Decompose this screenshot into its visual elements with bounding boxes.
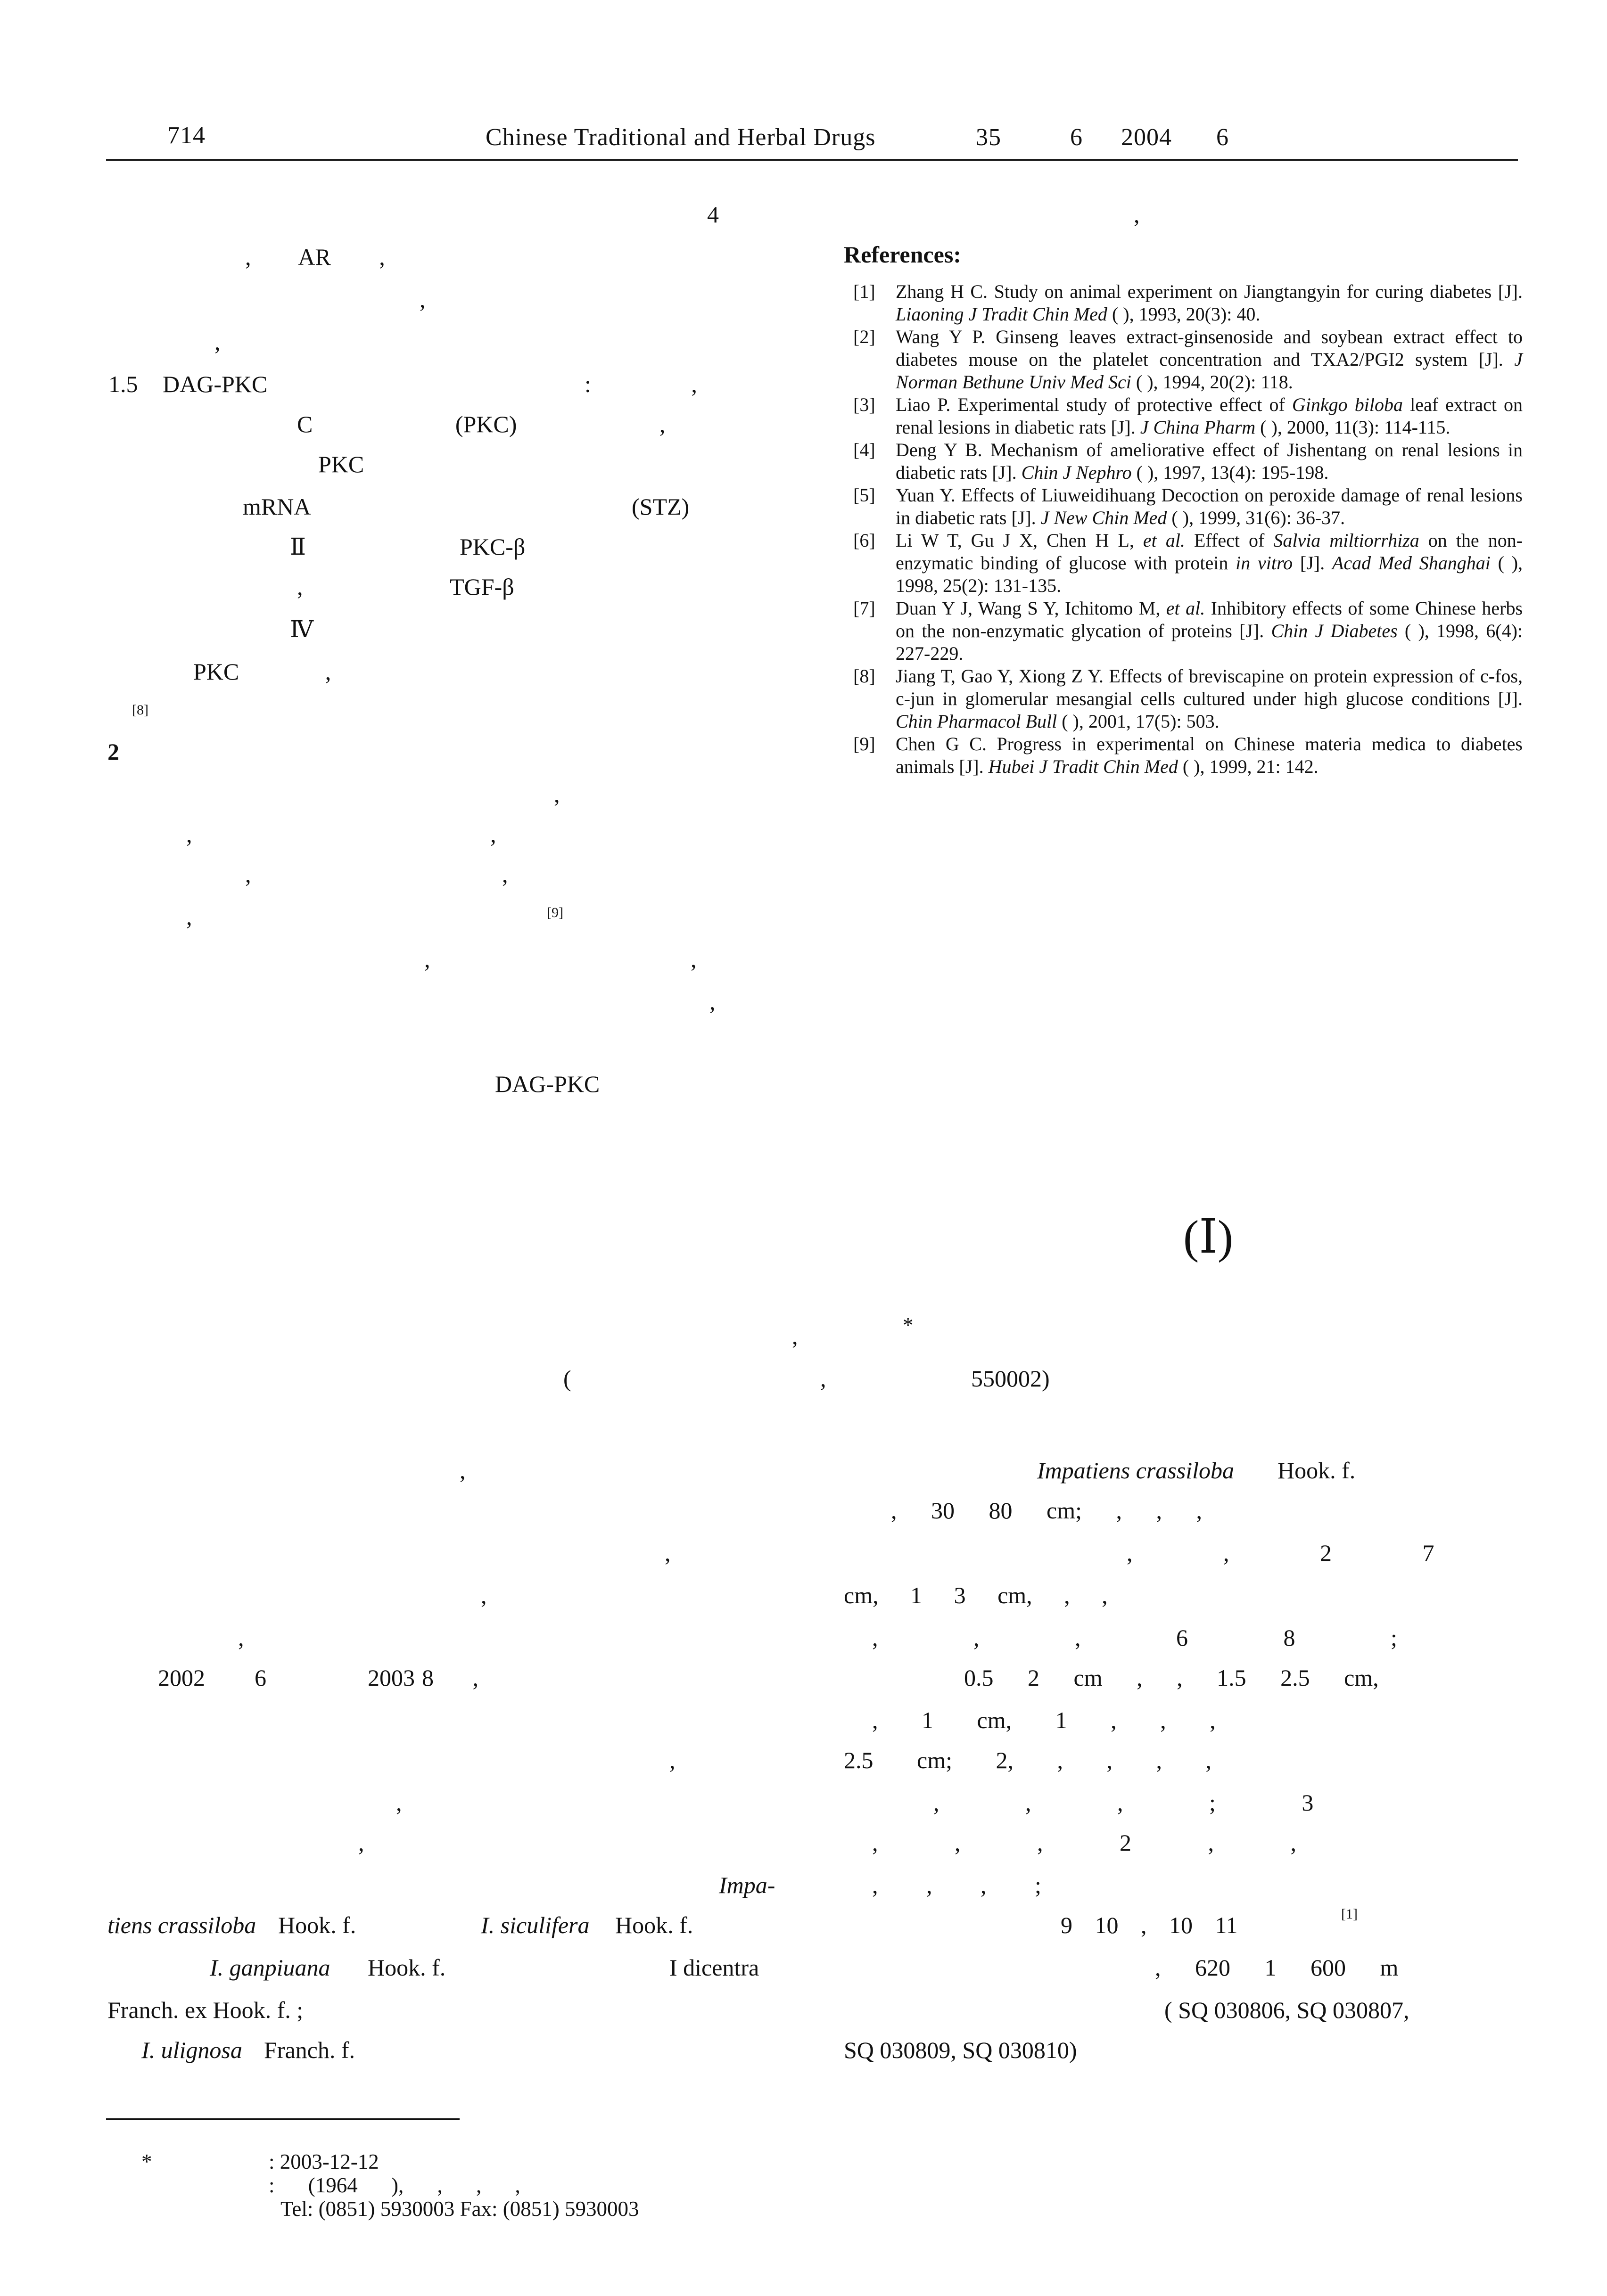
footnote-rule <box>106 2118 460 2120</box>
text-fragment: Ⅳ <box>290 616 313 642</box>
species-name: Impa- <box>719 1872 775 1898</box>
text-fragment: , <box>396 1789 402 1816</box>
text-fragment: , , <box>186 821 496 847</box>
reference-item: [2] Wang Y P. Ginseng leaves extract-ginsenoside and soybean extract effect to diabetes mouse on the platelet concentration and TXA2/PGI2 system [J]. J Norman Bethune Univ Med Sci ( ), 1994, 20(2): 118. <box>853 326 1523 393</box>
text-fragment: , <box>481 1582 487 1608</box>
species-author: Hook. f. <box>278 1912 356 1938</box>
text-fragment: , , , ; 3 <box>933 1789 1314 1816</box>
page-number: 714 <box>167 122 206 149</box>
text-fragment: , , 2 7 <box>1127 1540 1434 1566</box>
journal-title: Chinese Traditional and Herbal Drugs <box>486 124 876 151</box>
citation: [8] <box>132 702 148 718</box>
references-list <box>844 280 1523 778</box>
affiliation-open: ( <box>563 1365 571 1392</box>
text-fragment: , AR , <box>245 244 385 270</box>
species-author: Franch. ex Hook. f. ; <box>107 1997 304 2023</box>
text-fragment: PKC <box>318 451 364 477</box>
text-fragment: mRNA <box>243 493 311 520</box>
species-name: Impatiens crassiloba <box>1037 1457 1235 1484</box>
section-heading: 2 <box>107 738 119 765</box>
date-fragment: 2002 <box>158 1665 205 1691</box>
species-name: I. ganpiuana <box>210 1954 330 1981</box>
text-fragment: PKC , <box>193 658 331 685</box>
species-name: I. siculifera <box>481 1912 590 1938</box>
text-fragment: , <box>420 286 426 312</box>
text-fragment: cm, 1 3 cm, , , <box>844 1582 1108 1608</box>
footnote-received: : 2003-12-12 <box>269 2150 379 2173</box>
species-name: tiens crassiloba <box>107 1912 256 1938</box>
text-fragment: , <box>460 1457 466 1484</box>
text-fragment: , <box>358 1829 364 1856</box>
journal-year: 2004 <box>1121 124 1172 151</box>
text-fragment: C (PKC) , <box>297 411 666 437</box>
text-fragment: (STZ) <box>632 493 690 520</box>
text-fragment: Ⅱ <box>290 533 306 560</box>
text-fragment: , <box>1134 201 1140 228</box>
journal-volume: 35 <box>976 124 1001 151</box>
text-fragment: , <box>214 328 221 355</box>
species-author: Franch. f. <box>264 2037 355 2063</box>
footnote-author: : (1964 ), , , , <box>269 2173 520 2197</box>
author-comma: , <box>792 1323 798 1349</box>
species-name: I. ulignosa <box>141 2037 242 2063</box>
text-fragment: 0.5 2 cm , , 1.5 2.5 cm, <box>964 1665 1379 1691</box>
references-heading: References: <box>844 241 961 268</box>
reference-item: [7] Duan Y J, Wang S Y, Ichitomo M, et al. Inhibitory effects of some Chinese herbs on the non-enzymatic glycation of proteins [J]. Chin J Diabetes ( ), 1998, 6(4): 227-229. <box>853 598 1523 664</box>
species-author: Hook. f. <box>615 1912 693 1938</box>
reference-item: [4] Deng Y B. Mechanism of ameliorative effect of Jishentang on renal lesions in diabetic rats [J]. Chin J Nephro ( ), 1997, 13(4): 195-198. <box>853 439 1523 483</box>
header-rule <box>106 159 1518 161</box>
text-fragment: , , <box>245 861 508 887</box>
footnote-star: * <box>141 2150 152 2173</box>
affiliation-postcode: 550002) <box>971 1365 1050 1392</box>
date-fragment: 2003 <box>368 1665 415 1691</box>
reference-item: [6] Li W T, Gu J X, Chen H L, et al. Effect of Salvia miltiorrhiza on the non-enzymatic binding of glucose with protein in vitro [J]. Acad Med Shanghai ( ), 1998, 25(2): 131-135. <box>853 530 1523 596</box>
citation: [1] <box>1341 1906 1358 1922</box>
section-heading: 1.5 DAG-PKC <box>108 371 268 397</box>
text-fragment: PKC-β <box>460 533 526 560</box>
journal-issue: 6 <box>1070 124 1083 151</box>
text-fragment: 2.5 cm; 2, , , , , <box>844 1747 1211 1773</box>
text-fragment: , , , 2 , , <box>872 1829 1296 1856</box>
species-author: Hook. f. <box>1277 1457 1356 1484</box>
text-fragment: 4 <box>707 201 719 228</box>
date-fragment: 8 , <box>422 1665 478 1691</box>
date-fragment: 6 <box>255 1665 266 1691</box>
text-fragment: , TGF-β <box>297 574 514 600</box>
journal-month: 6 <box>1216 124 1229 151</box>
species-name: I dicentra <box>669 1954 759 1981</box>
text-fragment: , , <box>424 946 697 972</box>
reference-item: [1] Zhang H C. Study on animal experiment on Jiangtangyin for curing diabetes [J]. Liaoning J Tradit Chin Med ( ), 1993, 20(3): 40. <box>853 281 1523 325</box>
text-fragment: DAG-PKC <box>495 1071 600 1097</box>
text-fragment: , 30 80 cm; , , , <box>891 1497 1202 1524</box>
text-fragment: , , , ; <box>872 1872 1041 1898</box>
author-asterisk: * <box>903 1313 914 1337</box>
text-fragment: , <box>186 903 192 930</box>
text-fragment: , <box>665 1540 671 1566</box>
reference-item: [9] Chen G C. Progress in experimental on Chinese materia medica to diabetes animals [J]. Hubei J Tradit Chin Med ( ), 1999, 21: 142. <box>853 733 1523 777</box>
text-fragment: , <box>669 1747 676 1773</box>
text-fragment: , 1 cm, 1 , , , <box>872 1707 1216 1733</box>
affiliation-comma: , <box>820 1365 826 1392</box>
text-fragment: : , <box>585 371 697 397</box>
text-fragment: , <box>238 1624 244 1651</box>
specimen-numbers: ( SQ 030806, SQ 030807, <box>1164 1997 1409 2023</box>
reference-item: [5] Yuan Y. Effects of Liuweidihuang Decoction on peroxide damage of renal lesions in diabetic rats [J]. J New Chin Med ( ), 1999, 31(6): 36-37. <box>853 484 1523 528</box>
citation: [9] <box>547 905 563 920</box>
text-fragment: 9 10 , 10 11 <box>1061 1912 1238 1938</box>
text-fragment: , 620 1 600 m <box>1155 1954 1399 1981</box>
text-fragment: , <box>554 781 560 807</box>
specimen-numbers: SQ 030809, SQ 030810) <box>844 2037 1077 2063</box>
footnote-contact: Tel: (0851) 5930003 Fax: (0851) 5930003 <box>280 2197 639 2221</box>
article-title-roman: (Ⅰ) <box>1183 1211 1234 1263</box>
text-fragment: , , , 6 8 ; <box>872 1624 1397 1651</box>
reference-item: [3] Liao P. Experimental study of protective effect of Ginkgo biloba leaf extract on renal lesions in diabetic rats [J]. J China Pharm ( ), 2000, 11(3): 114-115. <box>853 394 1523 438</box>
species-author: Hook. f. <box>368 1954 446 1981</box>
text-fragment: , <box>709 988 716 1015</box>
reference-item: [8] Jiang T, Gao Y, Xiong Z Y. Effects of breviscapine on protein expression of c-fos, c-jun in glomerular mesangial cells cultured under high glucose conditions [J]. Chin Pharmacol Bull ( ), 2001, 17(5): 503. <box>853 665 1523 732</box>
